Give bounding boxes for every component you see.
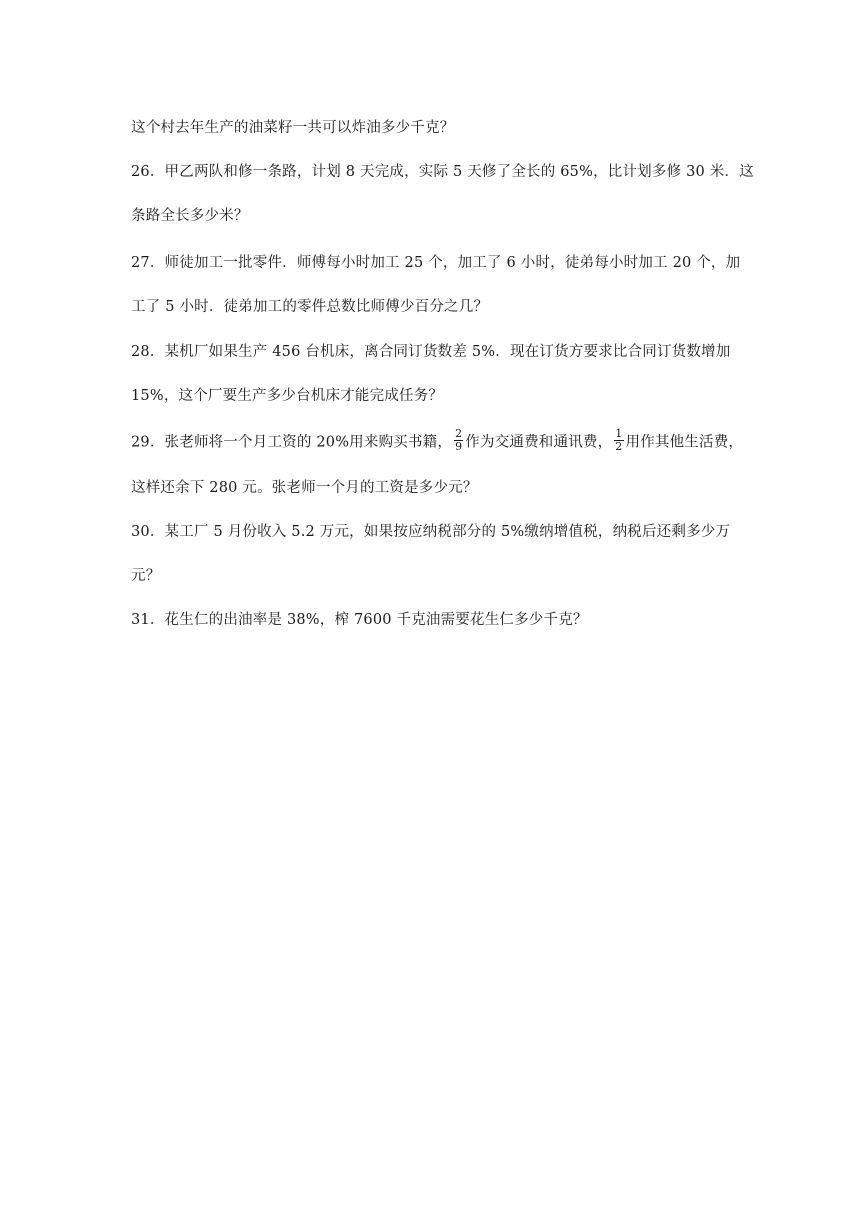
- question-28-line-2: 15%，这个厂要生产多少台机床才能完成任务？: [131, 388, 444, 404]
- fraction-two-ninths: [454, 428, 463, 453]
- question-29-line-2: 这样还余下 280 元。张老师一个月的工资是多少元？: [131, 480, 478, 496]
- fraction-denominator: 2: [615, 440, 623, 453]
- question-29-text-part1: 29．张老师将一个月工资的 20%用来购买书籍，: [131, 434, 453, 451]
- question-28-line-1: 28．某机厂如果生产 456 台机床，离合同订货数差 5%．现在订货方要求比合同订货数增加: [131, 344, 731, 360]
- text-line: 这个村去年生产的油菜籽一共可以炸油多少千克？: [131, 120, 455, 136]
- fraction-numerator: 1: [615, 427, 623, 440]
- question-29-line-1: [131, 427, 744, 455]
- question-27-line-1: 27．师徒加工一批零件．师傅每小时加工 25 个，加工了 6 小时，徒弟每小时加工 20 个，加: [131, 255, 741, 271]
- fraction-denominator: 9: [455, 440, 463, 453]
- question-26-line-1: 26．甲乙两队和修一条路，计划 8 天完成，实际 5 天修了全长的 65%，比计划多修 30 米．这: [131, 164, 754, 180]
- fraction-one-half: [614, 428, 623, 453]
- question-30-line-1: 30．某工厂 5 月份收入 5.2 万元，如果按应纳税部分的 5%缴纳增值税，纳税后还剩多少万: [131, 524, 731, 540]
- question-29-text-part2: 作为交通费和通讯费，: [465, 434, 613, 451]
- fraction-numerator: 2: [455, 427, 463, 440]
- question-29-text-part3: 用作其他生活费，: [625, 434, 744, 451]
- question-30-line-2: 元？: [131, 568, 161, 584]
- question-31-line-1: 31．花生仁的出油率是 38%，榨 7600 千克油需要花生仁多少千克？: [131, 612, 588, 628]
- question-26-line-2: 条路全长多少米？: [131, 208, 249, 224]
- question-27-line-2: 工了 5 小时．徒弟加工的零件总数比师傅少百分之几？: [131, 299, 489, 315]
